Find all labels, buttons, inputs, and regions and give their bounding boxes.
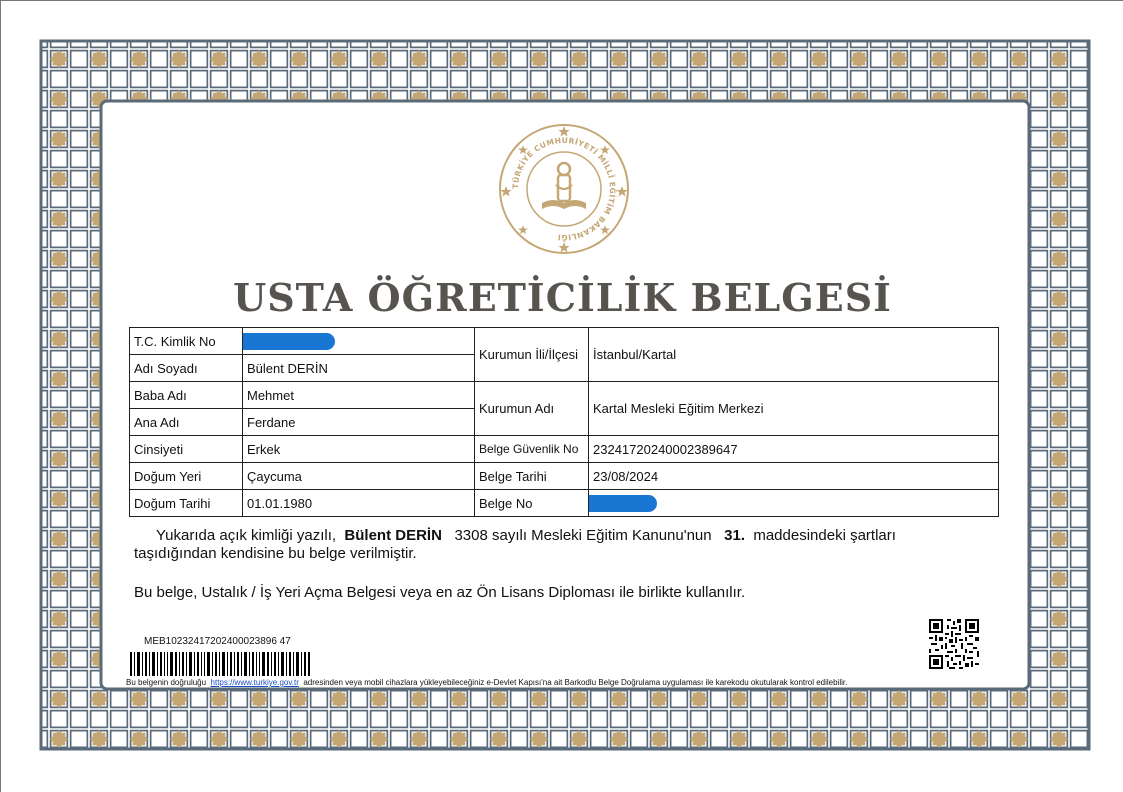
mother-label: Ana Adı [130,409,243,436]
institution-name-label: Kurumun Adı [475,382,589,436]
verification-note [126,678,847,687]
father-label: Baba Adı [130,382,243,409]
document-code: MEB10232417202400023896 47 [144,636,291,647]
statement-text-c: maddesindeki şartları taşıdığından kendisine bu belge verilmiştir. [134,527,896,562]
gender-value: Erkek [243,436,475,463]
certificate-title: USTA ÖĞRETİCİLİK BELGESİ [233,275,892,320]
usage-note: Bu belge, Ustalık / İş Yeri Açma Belgesi veya en az Ön Lisans Diploması ile birlikte kullanılır. [134,584,746,601]
meb-seal-icon [498,123,630,255]
seal-text: TÜRKİYE CUMHURİYETİ MİLLÎ EĞİTİM BAKANLIĞI [510,135,618,243]
document-no-value [589,490,999,517]
barcode-icon [130,652,310,676]
security-no-value: 23241720240002389647 [589,436,999,463]
birthdate-label: Doğum Tarihi [130,490,243,517]
institution-city-label: Kurumun İli/İlçesi [475,328,589,382]
tc-no-label: T.C. Kimlik No [130,328,243,355]
father-value: Mehmet [243,382,475,409]
redaction-mark [243,333,336,350]
document-date-value: 23/08/2024 [589,463,999,490]
mother-value: Ferdane [243,409,475,436]
article-number: 31. [724,527,745,544]
qr-code-icon [929,619,979,669]
verification-text-a: Bu belgenin doğruluğu [126,678,207,687]
holder-name: Bülent DERİN [344,527,442,544]
redaction-mark [589,495,658,512]
gender-label: Cinsiyeti [130,436,243,463]
birthdate-value: 01.01.1980 [243,490,475,517]
statement-paragraph [134,527,974,563]
security-no-label: Belge Güvenlik No [475,436,589,463]
name-value: Bülent DERİN [243,355,475,382]
name-label: Adı Soyadı [130,355,243,382]
document-no-label: Belge No [475,490,589,517]
verification-text-b: adresinden veya mobil cihazlara yükleyebileceğiniz e-Devlet Kapısı'na ait Barkodlu Belge Doğrulama uygulaması ile karekodu okutularak kontrol edilebilir. [303,678,848,687]
birthplace-value: Çaycuma [243,463,475,490]
document-date-label: Belge Tarihi [475,463,589,490]
verification-link[interactable]: https://www.turkiye.gov.tr [210,678,299,687]
birthplace-label: Doğum Yeri [130,463,243,490]
tc-no-value [243,328,475,355]
statement-text-a: Yukarıda açık kimliği yazılı, [156,527,337,544]
institution-city-value: İstanbul/Kartal [589,328,999,382]
identity-table [129,327,999,517]
statement-text-b: 3308 sayılı Mesleki Eğitim Kanunu'nun [454,527,712,544]
institution-name-value: Kartal Mesleki Eğitim Merkezi [589,382,999,436]
